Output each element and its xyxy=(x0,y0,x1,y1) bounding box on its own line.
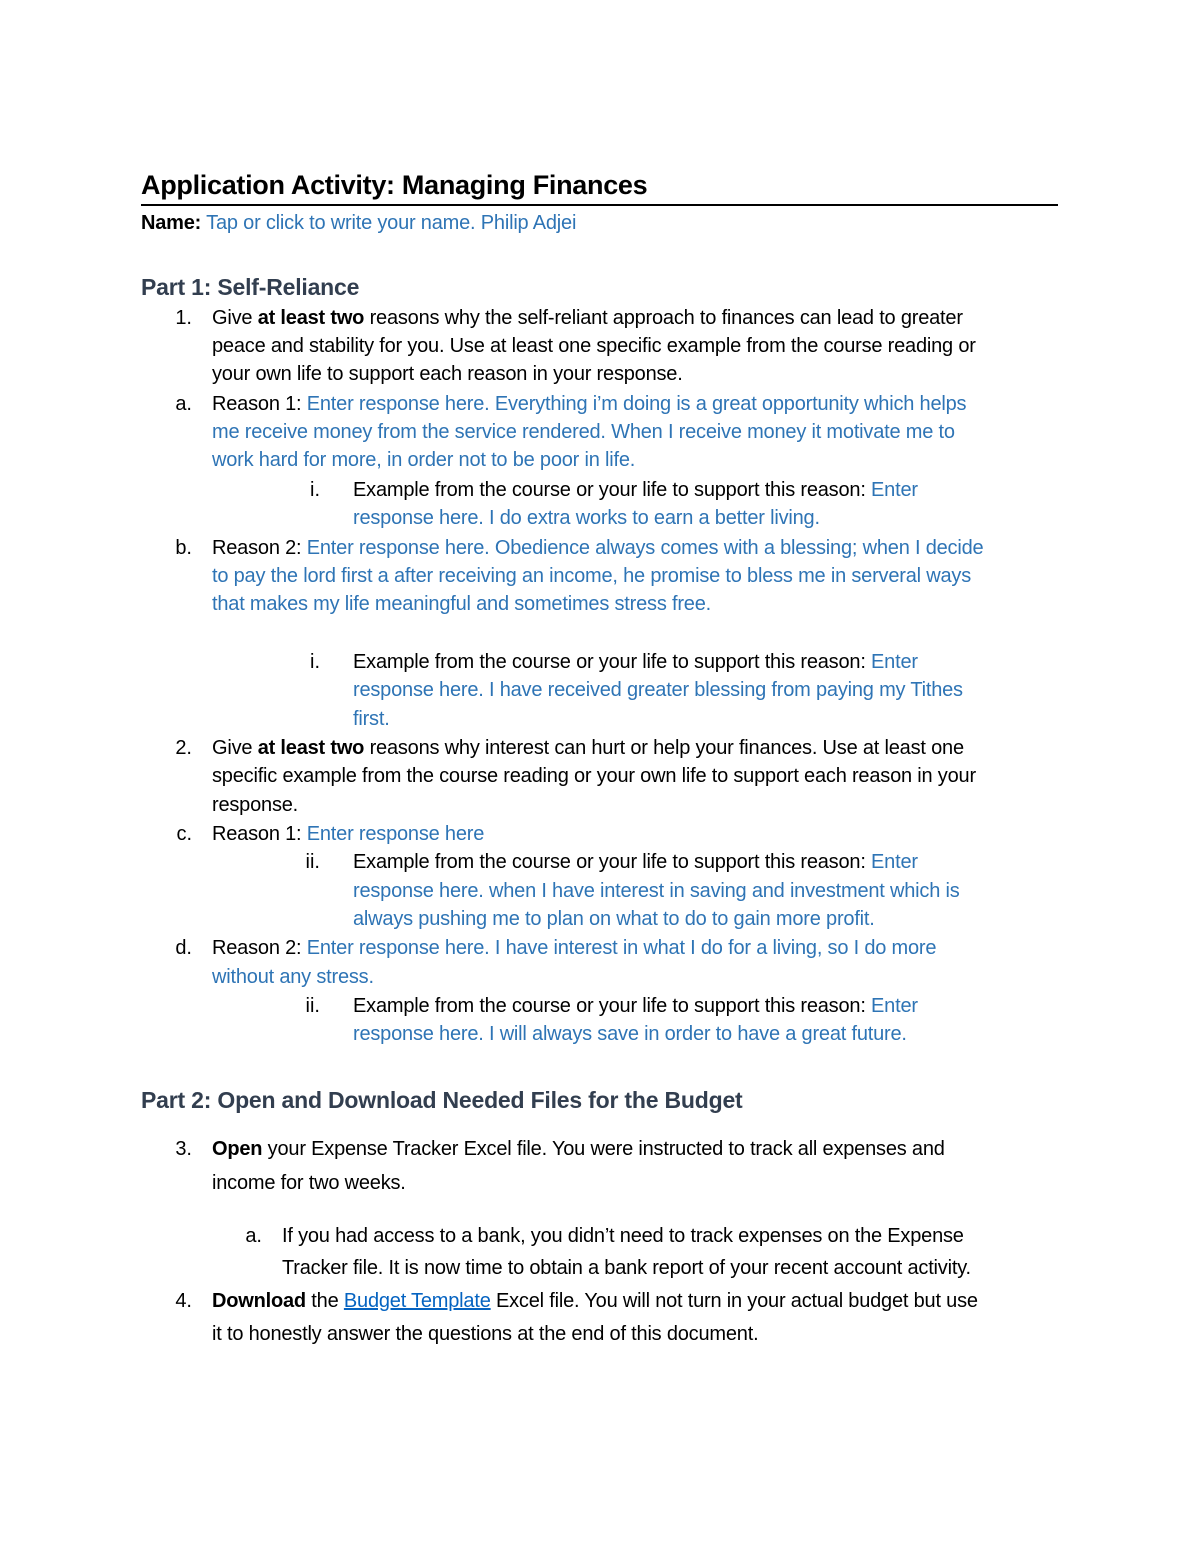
reason-b-line-3[interactable]: that makes my life meaningful and sometimes stress free. xyxy=(212,593,712,615)
q1-number: 1. xyxy=(175,307,192,329)
reason-d-example-response[interactable]: Enter xyxy=(871,995,918,1017)
q3a-line-2: Tracker file. It is now time to obtain a bank report of your recent account activity. xyxy=(282,1257,971,1279)
reason-a-response[interactable]: Enter response here. Everything i’m doing is a great opportunity which helps xyxy=(306,393,967,415)
name-line xyxy=(141,209,576,237)
q3-bold: Open xyxy=(212,1138,263,1160)
reason-b-example-response[interactable]: Enter xyxy=(871,651,918,673)
reason-c-example-response[interactable]: Enter xyxy=(871,851,918,873)
reason-d-example-line-1: Example from the course or your life to support this reason: Enter xyxy=(353,995,918,1017)
q4-line-1: Download the Budget Template Excel file. You will not turn in your actual budget but use xyxy=(212,1290,978,1312)
reason-c-line-1: Reason 1: Enter response here xyxy=(212,823,485,845)
reason-a-line-2[interactable]: me receive money from the service rendered. When I receive money it motivate me to xyxy=(212,421,955,443)
reason-a-example-numeral: i. xyxy=(310,479,320,501)
reason-d-response[interactable]: Enter response here. I have interest in what I do for a living, so I do more xyxy=(306,937,937,959)
q1-line-2: peace and stability for you. Use at least one specific example from the course reading or xyxy=(212,335,976,357)
reason-d-line-1: Reason 2: Enter response here. I have interest in what I do for a living, so I do more xyxy=(212,937,937,959)
reason-a-line-3[interactable]: work hard for more, in order not to be poor in life. xyxy=(212,449,636,471)
reason-b-line-1: Reason 2: Enter response here. Obedience always comes with a blessing; when I decide xyxy=(212,537,984,559)
q3a-line-1: If you had access to a bank, you didn’t need to track expenses on the Expense xyxy=(282,1225,964,1247)
page-title: Application Activity: Managing Finances xyxy=(141,170,648,200)
part1-heading: Part 1: Self-Reliance xyxy=(141,274,360,300)
reason-b-example-line-1: Example from the course or your life to support this reason: Enter xyxy=(353,651,918,673)
title-rule xyxy=(141,204,1058,206)
reason-d-example-numeral: ii. xyxy=(305,995,320,1017)
reason-a-example-line-1: Example from the course or your life to support this reason: Enter xyxy=(353,479,918,501)
q2-line-2: specific example from the course reading or your own life to support each reason in your xyxy=(212,765,976,787)
q3-line-1: Open your Expense Tracker Excel file. You were instructed to track all expenses and xyxy=(212,1138,945,1160)
q3-line-2: income for two weeks. xyxy=(212,1172,406,1194)
reason-c-response[interactable]: Enter response here xyxy=(306,823,485,845)
reason-c-example-numeral: ii. xyxy=(305,851,320,873)
reason-b-line-2[interactable]: to pay the lord first a after receiving an income, he promise to bless me in serveral ways xyxy=(212,565,972,587)
reason-b-example-numeral: i. xyxy=(310,651,320,673)
reason-a-example-line-2[interactable]: response here. I do extra works to earn a better living. xyxy=(353,507,820,529)
reason-c-letter: c. xyxy=(176,823,192,845)
q1-bold: at least two xyxy=(257,307,365,329)
name-value[interactable]: Philip Adjei xyxy=(480,212,577,234)
reason-d-line-2[interactable]: without any stress. xyxy=(212,966,374,988)
q3-number: 3. xyxy=(175,1138,192,1160)
reason-c-example-line-1: Example from the course or your life to support this reason: Enter xyxy=(353,851,918,873)
reason-a-line-1: Reason 1: Enter response here. Everything i’m doing is a great opportunity which helps xyxy=(212,393,967,415)
reason-a-letter: a. xyxy=(175,393,192,415)
reason-d-letter: d. xyxy=(175,937,192,959)
q4-line-2: it to honestly answer the questions at the end of this document. xyxy=(212,1323,759,1345)
q2-line-1: Give at least two reasons why interest can hurt or help your finances. Use at least one xyxy=(212,737,964,759)
reason-a-example-response[interactable]: Enter xyxy=(871,479,918,501)
q2-line-3: response. xyxy=(212,794,299,816)
q4-number: 4. xyxy=(175,1290,192,1312)
reason-c-example-line-3[interactable]: always pushing me to plan on what to do to gain more profit. xyxy=(353,908,875,930)
part2-heading: Part 2: Open and Download Needed Files for the Budget xyxy=(141,1087,743,1113)
q1-line-3: your own life to support each reason in your response. xyxy=(212,363,683,385)
reason-d-example-line-2[interactable]: response here. I will always save in order to have a great future. xyxy=(353,1023,907,1045)
q3a-letter: a. xyxy=(245,1225,262,1247)
reason-b-response[interactable]: Enter response here. Obedience always comes with a blessing; when I decide xyxy=(306,537,984,559)
name-prompt[interactable]: Tap or click to write your name. xyxy=(206,212,476,234)
q1-line-1: Give at least two reasons why the self-reliant approach to finances can lead to greater xyxy=(212,307,963,329)
reason-b-letter: b. xyxy=(175,537,192,559)
reason-b-example-line-2[interactable]: response here. I have received greater blessing from paying my Tithes xyxy=(353,679,963,701)
q2-number: 2. xyxy=(175,737,192,759)
name-label: Name: xyxy=(141,212,202,234)
q2-bold: at least two xyxy=(257,737,365,759)
reason-b-example-line-3[interactable]: first. xyxy=(353,708,390,730)
q4-bold: Download xyxy=(212,1290,306,1312)
budget-template-link[interactable]: Budget Template xyxy=(343,1290,491,1312)
reason-c-example-line-2[interactable]: response here. when I have interest in saving and investment which is xyxy=(353,880,960,902)
